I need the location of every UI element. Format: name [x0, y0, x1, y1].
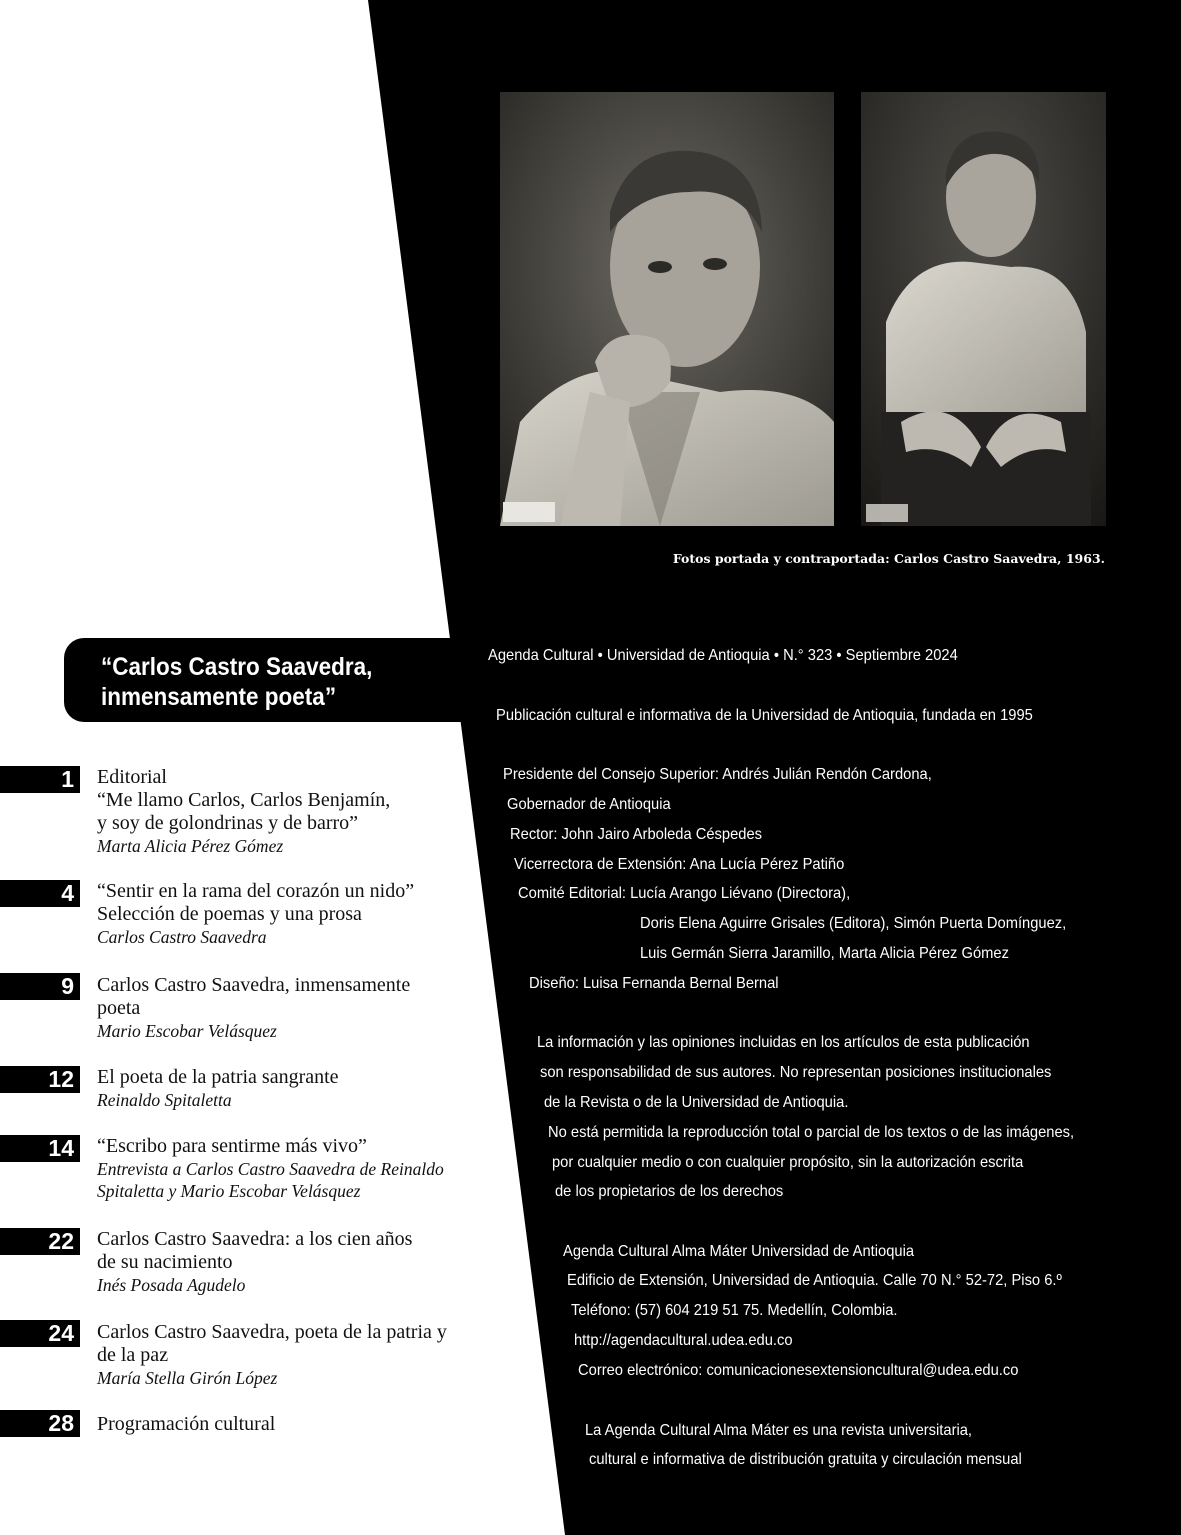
toc-item[interactable] — [97, 1321, 527, 1389]
email-line[interactable]: Correo electrónico: comunicacionesextensioncultural@udea.edu.co — [578, 1362, 1019, 1379]
toc-item-author: Carlos Castro Saavedra — [97, 927, 267, 947]
photo-caption: Fotos portada y contraportada: Carlos Castro Saavedra, 1963. — [672, 551, 1105, 566]
credit-line: Rector: John Jairo Arboleda Céspedes — [510, 826, 763, 843]
contact-line: Edificio de Extensión, Universidad de Antioquia. Calle 70 N.° 52-72, Piso 6.º — [567, 1272, 1062, 1289]
toc-page-number: 24 — [0, 1320, 80, 1347]
toc-item-title: Carlos Castro Saavedra, poeta de la patria y de la paz — [97, 1321, 447, 1366]
toc-item[interactable] — [97, 1066, 527, 1111]
disclaimer-line: No está permitida la reproducción total o parcial de los textos o de las imágenes, — [548, 1124, 1075, 1141]
toc-item[interactable] — [97, 1135, 527, 1202]
disclaimer-line: por cualquier medio o con cualquier propósito, sin la autorización escrita — [552, 1154, 1024, 1171]
toc-item[interactable] — [97, 766, 527, 857]
credit-line: Doris Elena Aguirre Grisales (Editora), Simón Puerta Domínguez, — [640, 915, 1067, 932]
disclaimer-line: de la Revista o de la Universidad de Antioquia. — [544, 1094, 849, 1111]
toc-page-number: 4 — [0, 880, 80, 907]
credit-line: Diseño: Luisa Fernanda Bernal Bernal — [529, 975, 779, 992]
cover-photo — [500, 92, 834, 526]
toc-item-author: Entrevista a Carlos Castro Saavedra de Reinaldo Spitaletta y Mario Escobar Velásquez — [97, 1159, 444, 1201]
toc-page-number: 1 — [0, 766, 80, 793]
toc-item[interactable] — [97, 1228, 527, 1296]
credit-line: Comité Editorial: Lucía Arango Liévano (Directora), — [518, 885, 851, 902]
toc-item-title: Editorial “Me llamo Carlos, Carlos Benjamín, y soy de golondrinas y de barro” — [97, 766, 391, 834]
disclaimer-line: La información y las opiniones incluidas en los artículos de esta publicación — [537, 1034, 1030, 1051]
toc-item-title: “Escribo para sentirme más vivo” — [97, 1135, 367, 1157]
toc-item-author: Marta Alicia Pérez Gómez — [97, 836, 284, 856]
toc-item-title: “Sentir en la rama del corazón un nido” Selección de poemas y una prosa — [97, 880, 415, 925]
toc-item-author: Mario Escobar Velásquez — [97, 1021, 277, 1041]
website-link[interactable]: http://agendacultural.udea.edu.co — [574, 1332, 793, 1349]
credit-line: Vicerrectora de Extensión: Ana Lucía Pérez Patiño — [514, 856, 845, 873]
credit-line: Presidente del Consejo Superior: Andrés Julián Rendón Cardona, — [503, 766, 932, 783]
toc-page-number: 28 — [0, 1410, 80, 1437]
back-cover-photo — [861, 92, 1106, 526]
toc-item[interactable] — [97, 880, 527, 948]
toc-item-title: Carlos Castro Saavedra, inmensamente poeta — [97, 974, 411, 1019]
credit-line: Luis Germán Sierra Jaramillo, Marta Alicia Pérez Gómez — [640, 945, 1009, 962]
masthead-description: Publicación cultural e informativa de la Universidad de Antioquia, fundada en 1995 — [496, 707, 1033, 724]
about-line: cultural e informativa de distribución gratuita y circulación mensual — [589, 1451, 1022, 1468]
toc-item-title: Programación cultural — [97, 1413, 276, 1435]
toc-item-author: Inés Posada Agudelo — [97, 1275, 246, 1295]
contact-line: Agenda Cultural Alma Máter Universidad de Antioquia — [563, 1243, 915, 1260]
issue-title: “Carlos Castro Saavedra, inmensamente poeta” — [101, 653, 373, 711]
toc-page-number: 14 — [0, 1135, 80, 1162]
masthead-line: Agenda Cultural • Universidad de Antioquia • N.° 323 • Septiembre 2024 — [488, 647, 958, 664]
toc-item[interactable] — [97, 974, 527, 1042]
credit-line: Gobernador de Antioquia — [507, 796, 671, 813]
disclaimer-line: son responsabilidad de sus autores. No representan posiciones institucionales — [540, 1064, 1052, 1081]
contact-line: Teléfono: (57) 604 219 51 75. Medellín, Colombia. — [571, 1302, 898, 1319]
toc-page-number: 22 — [0, 1228, 80, 1255]
about-line: La Agenda Cultural Alma Máter es una revista universitaria, — [585, 1422, 973, 1439]
toc-item-author: María Stella Girón López — [97, 1368, 278, 1388]
toc-item-title: Carlos Castro Saavedra: a los cien años de su nacimiento — [97, 1228, 413, 1273]
toc-item-title: El poeta de la patria sangrante — [97, 1066, 339, 1088]
toc-item-author: Reinaldo Spitaletta — [97, 1090, 232, 1110]
toc-page-number: 12 — [0, 1066, 80, 1093]
toc-page-number: 9 — [0, 973, 80, 1000]
toc-item[interactable] — [97, 1413, 527, 1436]
disclaimer-line: de los propietarios de los derechos — [555, 1183, 784, 1200]
